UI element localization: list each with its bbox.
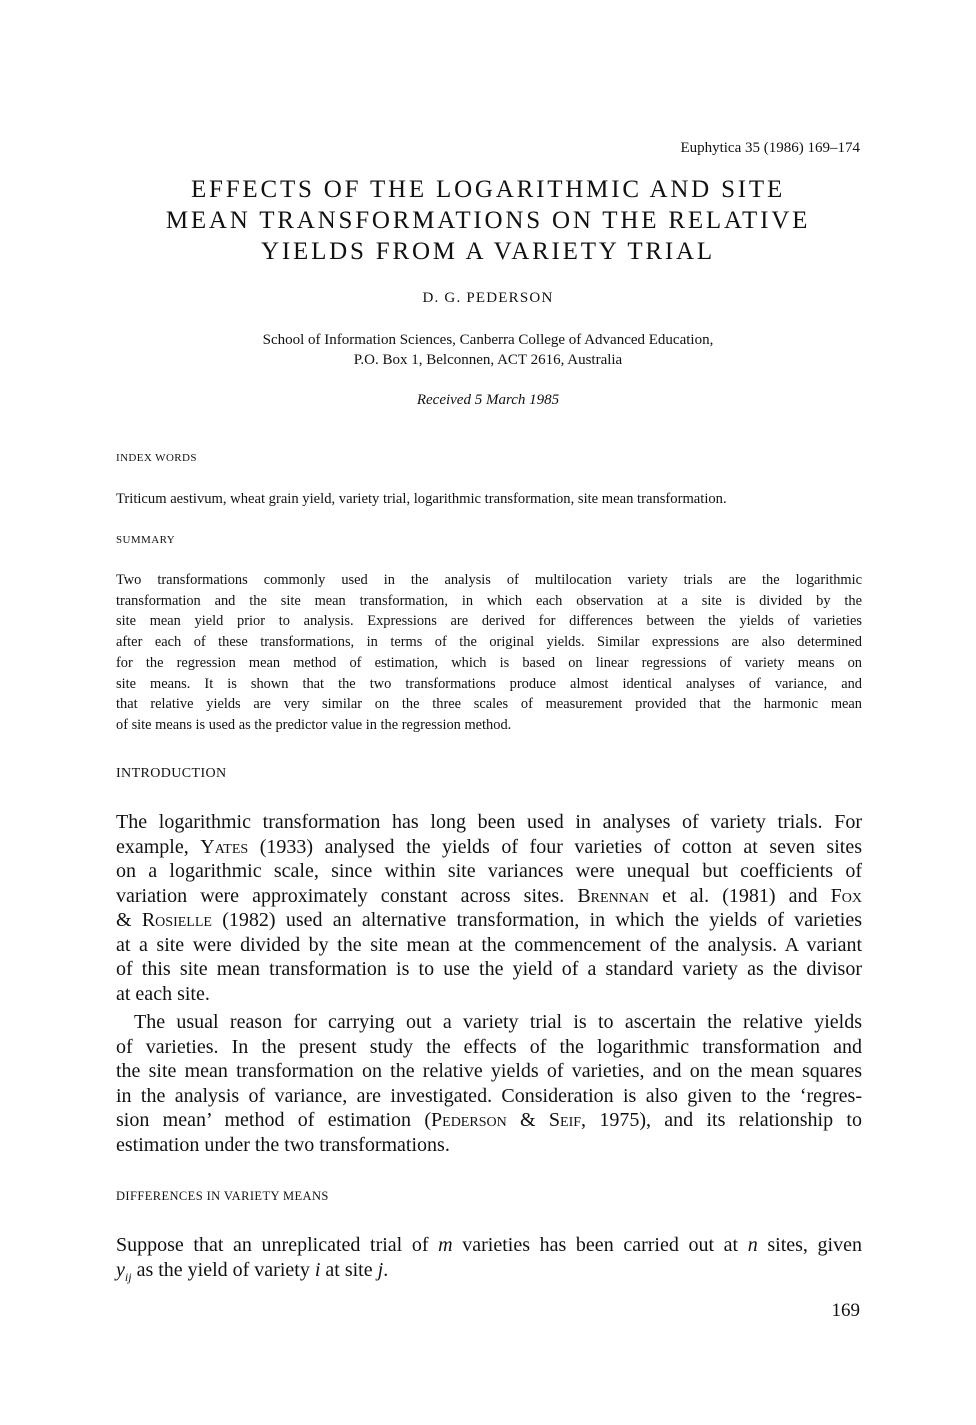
variable-i: i: [314, 1258, 321, 1281]
variable-m: m: [438, 1234, 453, 1256]
title-line: MEAN TRANSFORMATIONS ON THE RELATIVE: [165, 207, 811, 234]
summary-text: [116, 570, 862, 736]
body-line: The usual reason for carrying out a variety trial is to ascertain the relative yields: [134, 1011, 862, 1033]
summary-line: after each of these transformations, in terms of the original yields. Similar expressions are also determined: [116, 634, 862, 651]
text-run: sites, given: [757, 1234, 862, 1256]
index-words-line: Triticum aestivum, wheat grain yield, variety trial, logarithmic transformation, site mean transformation.: [116, 491, 727, 507]
paper-title: [112, 174, 864, 267]
body-line: [116, 908, 862, 933]
text-run: (1933) analysed the yields of four varieties of cotton at seven sites: [248, 835, 862, 858]
index-words-text: [116, 489, 862, 510]
cited-author: Fox: [830, 884, 862, 907]
title-line: EFFECTS OF THE LOGARITHMIC AND SITE: [190, 176, 786, 203]
page-number: 169: [831, 1300, 860, 1321]
cited-author: Brennan: [577, 884, 650, 907]
text-run: Suppose that an unreplicated trial of: [116, 1234, 439, 1256]
index-words-heading: INDEX WORDS: [116, 452, 197, 464]
body-line: estimation under the two transformations.: [116, 1133, 450, 1156]
author: D. G. PEDERSON: [422, 290, 554, 306]
cited-author: Yates: [200, 835, 249, 858]
text-run: &: [116, 909, 142, 931]
summary-heading: SUMMARY: [116, 534, 176, 546]
body-line: [116, 884, 862, 909]
summary-line: of site means is used as the predictor value in the regression method.: [116, 716, 512, 733]
body-line: [116, 1108, 862, 1133]
body-line: at a site were divided by the site mean at the commencement of the analysis. A variant: [116, 933, 862, 956]
affiliation-line: P.O. Box 1, Belconnen, ACT 2616, Australia: [353, 352, 623, 368]
text-run: variation were approximately constant across sites.: [116, 884, 578, 907]
cited-author: Rosielle: [141, 909, 212, 931]
body-line: of varieties. In the present study the effects of the logarithmic transformation and: [116, 1035, 862, 1058]
affiliation-line: School of Information Sciences, Canberra College of Advanced Education,: [262, 332, 714, 348]
summary-line: transformation and the site mean transformation, in which each observation at a site is divided by the: [116, 592, 862, 609]
introduction-paragraph-1: [116, 810, 862, 1006]
received-date: Received 5 March 1985: [416, 392, 560, 408]
summary-line: for the regression mean method of estimation, which is based on linear regressions of variety means on: [116, 654, 862, 671]
summary-line: Two transformations commonly used in the analysis of multilocation variety trials are the logarithmic: [116, 572, 862, 588]
text-run: &: [506, 1109, 549, 1131]
body-line: [116, 1233, 862, 1258]
body-line: in the analysis of variance, are investigated. Consideration is also given to the ‘regres-: [116, 1084, 862, 1107]
text-run: (1982) used an alternative transformation, in which the yields of varieties: [211, 909, 863, 931]
differences-heading: DIFFERENCES IN VARIETY MEANS: [116, 1189, 329, 1203]
body-line: of this site mean transformation is to use the yield of a standard variety as the divisor: [116, 958, 862, 980]
summary-line: site mean yield prior to analysis. Expressions are derived for differences between the yields of varieties: [116, 613, 862, 630]
text-run: example,: [116, 835, 201, 858]
summary-line: site means. It is shown that the two transformations produce almost identical analyses of variance, and: [116, 675, 862, 692]
body-line: [116, 835, 862, 860]
body-line: on a logarithmic scale, since within site variances were unequal but coefficients of: [116, 860, 862, 882]
body-line: [116, 1258, 862, 1290]
cited-author: Pederson: [431, 1109, 507, 1131]
text-run: et al. (1981) and: [649, 884, 831, 907]
variable-n: n: [747, 1234, 758, 1256]
text-run: as the yield of variety: [131, 1258, 315, 1281]
subscript-ij: ij: [124, 1269, 132, 1284]
text-run: sion mean’ method of estimation (: [116, 1109, 432, 1131]
summary-line: that relative yields are very similar on the three scales of measurement provided that the harmonic mean: [116, 696, 862, 713]
title-line: YIELDS FROM A VARIETY TRIAL: [261, 238, 715, 265]
variable-j: j: [377, 1258, 384, 1281]
text-run: , 1975), and its relationship to: [581, 1109, 862, 1131]
introduction-paragraph-2: [116, 1010, 862, 1157]
differences-paragraph: [116, 1233, 862, 1289]
text-run: varieties has been carried out at: [452, 1234, 748, 1256]
body-line: the site mean transformation on the relative yields of varieties, and on the mean squares: [116, 1060, 862, 1082]
introduction-heading: INTRODUCTION: [116, 766, 227, 781]
body-line: at each site.: [116, 982, 210, 1005]
text-run: .: [383, 1258, 389, 1281]
body-line: The logarithmic transformation has long been used in analyses of variety trials. For: [116, 811, 862, 833]
text-run: at site: [320, 1258, 378, 1281]
cited-author: Seif: [548, 1109, 582, 1131]
variable-y: y: [116, 1258, 125, 1281]
journal-citation: Euphytica 35 (1986) 169–174: [680, 140, 860, 156]
affiliation: [112, 330, 864, 370]
